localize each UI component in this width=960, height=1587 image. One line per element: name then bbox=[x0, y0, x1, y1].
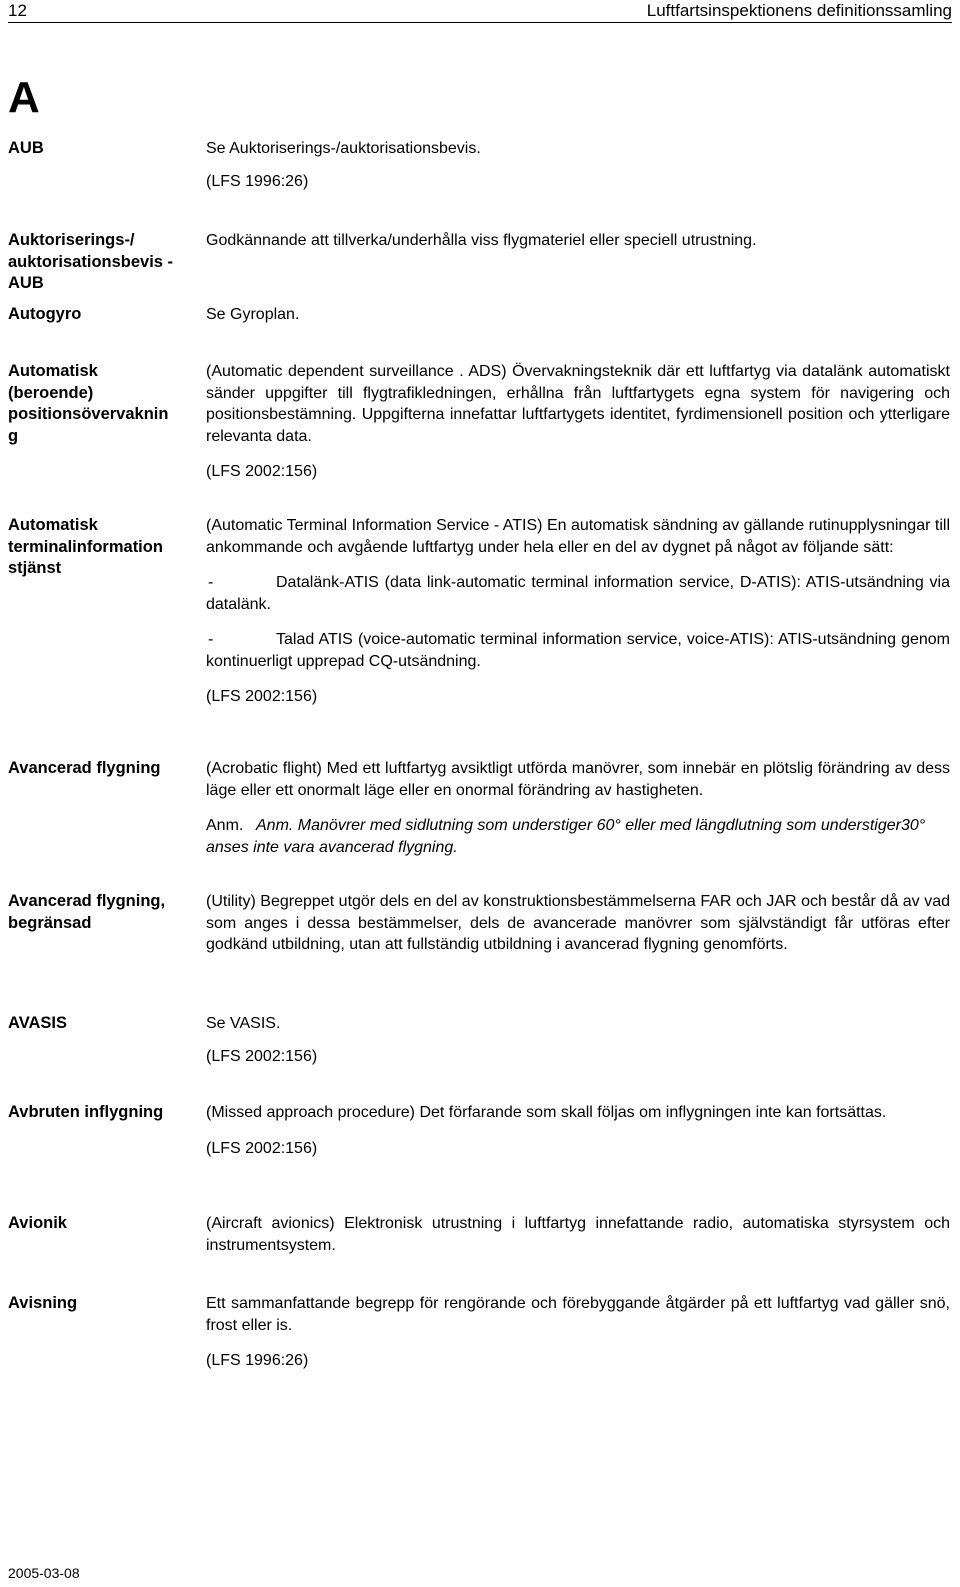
list-dash: - bbox=[208, 631, 214, 648]
entry-term: Avancerad flygning, begränsad bbox=[8, 892, 166, 932]
entry-term: Avbruten inflygning bbox=[8, 1103, 164, 1121]
entry-term: Avisning bbox=[8, 1294, 78, 1312]
reference-citation: (LFS 2002:156) bbox=[206, 688, 318, 705]
entry-term: AUB bbox=[8, 139, 44, 157]
definition-text: Godkännande att tillverka/underhålla viss flygmateriel eller speciell utrustning. bbox=[206, 232, 757, 249]
definition-text: (Automatic dependent surveillance . ADS) Övervakningsteknik där ett luftfartyg via datalänk automatiskt sänder uppgifter till flygtrafikledningen, erhållna från luftfartygets egna system för navigering och positionsbestämning. Uppgifterna innefattar luftfartygets identitet, fyrdimensionell position och ytterligare relevanta data. bbox=[206, 363, 950, 445]
entry-term: Automatisk (beroende) positionsövervaknin g bbox=[8, 362, 169, 445]
entry-term: AVASIS bbox=[8, 1014, 67, 1032]
entry-definition bbox=[206, 1293, 950, 1383]
definition-text: Se Auktoriserings-/auktorisationsbevis. bbox=[206, 140, 481, 157]
list-item bbox=[206, 572, 950, 615]
reference-citation: (LFS 2002:156) bbox=[206, 1139, 318, 1157]
note bbox=[206, 815, 950, 858]
note-label: Anm. bbox=[206, 817, 244, 834]
list-item-text: Talad ATIS (voice-automatic terminal information service, voice-ATIS): ATIS-utsändning genom kontinuerligt upprepad CQ-utsändning. bbox=[206, 631, 950, 670]
entry-definition bbox=[206, 1102, 950, 1170]
definition-text: Se VASIS. bbox=[206, 1015, 281, 1032]
definition-text: (Acrobatic flight) Med ett luftfartyg avsiktligt utförda manövrer, som innebär en plötslig förändring av dess läge eller ett onormalt läge eller en onormal förändring av hastigheten. bbox=[206, 760, 950, 799]
entry-term: Avionik bbox=[8, 1214, 67, 1232]
footer-date: 2005-03-08 bbox=[8, 1565, 80, 1581]
definition-text: (Missed approach procedure) Det förfarande som skall följas om inflygningen inte kan fortsättas. bbox=[206, 1104, 887, 1121]
entry-definition bbox=[206, 1013, 950, 1078]
definition-text: (Automatic Terminal Information Service - ATIS) En automatisk sändning av gällande rutinupplysningar till ankommande och avgående luftfartyg under hela eller en del av dygnet på något av följande sätt: bbox=[206, 517, 950, 556]
entry-definition bbox=[206, 304, 950, 337]
reference-citation: (LFS 1996:26) bbox=[206, 1352, 309, 1369]
entry-definition bbox=[206, 891, 950, 967]
list-dash: - bbox=[208, 574, 214, 591]
reference-citation: (LFS 2002:156) bbox=[206, 1047, 318, 1065]
definition-text: (Utility) Begreppet utgör dels en del av konstruktionsbestämmelserna FAR och JAR och består då av vad som anges i dessa bestämmelser, dels de avancerade manövrer som självständigt får utföras efter godkänd utbildning, utan att fullständig utbildning i avancerad flygning genomförts. bbox=[206, 893, 950, 953]
entry-term: Avancerad flygning bbox=[8, 759, 161, 777]
entry-term: Automatisk terminalinformation stjänst bbox=[8, 516, 163, 577]
entry-definition bbox=[206, 758, 950, 869]
document-title: Luftfartsinspektionens definitionssamling bbox=[646, 1, 952, 20]
entry-definition bbox=[206, 138, 950, 203]
entry-definition bbox=[206, 1213, 950, 1267]
note-text: Anm. Manövrer med sidlutning som understiger 60° eller med längdlutning som understiger30° anses inte vara avancerad flygning. bbox=[206, 817, 926, 856]
entry-term: Auktoriserings-/ auktorisationsbevis - AUB bbox=[8, 231, 174, 292]
reference-citation: (LFS 1996:26) bbox=[206, 172, 309, 190]
reference-citation: (LFS 2002:156) bbox=[206, 463, 318, 480]
entry-definition bbox=[206, 361, 950, 494]
list-item-text: Datalänk-ATIS (data link-automatic terminal information service, D-ATIS): ATIS-utsändning via datalänk. bbox=[206, 574, 950, 613]
definition-text: (Aircraft avionics) Elektronisk utrustning i luftfartyg innefattande radio, automatiska styrsystem och instrumentsystem. bbox=[206, 1215, 950, 1254]
entry-definition bbox=[206, 515, 950, 719]
entry-definition bbox=[206, 230, 950, 263]
list-item bbox=[206, 629, 950, 672]
page-number: 12 bbox=[8, 1, 27, 20]
section-letter-heading: A bbox=[8, 73, 40, 122]
definition-text: Se Gyroplan. bbox=[206, 306, 300, 323]
entry-term: Autogyro bbox=[8, 305, 82, 323]
definition-text: Ett sammanfattande begrepp för rengörande och förebyggande åtgärder på ett luftfartyg vad gäller snö, frost eller is. bbox=[206, 1295, 950, 1334]
page-header bbox=[8, 0, 952, 23]
